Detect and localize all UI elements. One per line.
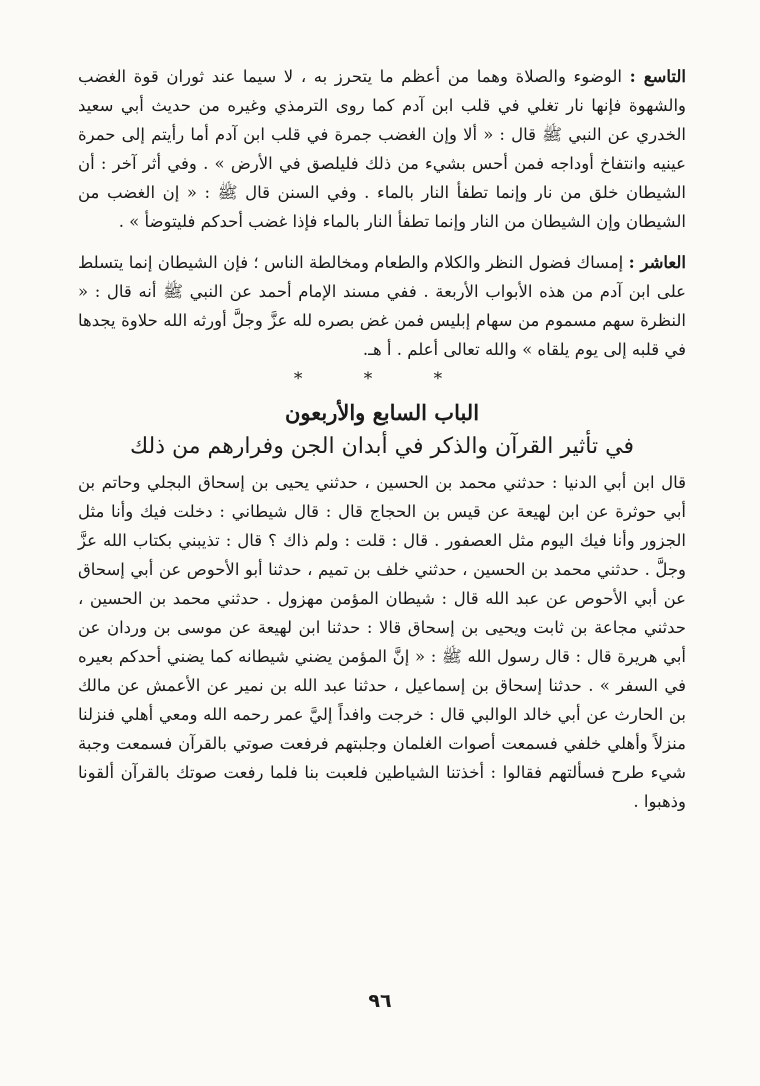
- paragraph-text: إمساك فضول النظر والكلام والطعام ومخالطة الناس ؛ فإن الشيطان إنما يتسلط على ابن آدم من هذه الأبواب الأربعة . ففي مسند الإمام أحمد عن النبي ﷺ أنه قال : « النظرة سهم مسموم من سهام إبليس فمن غض بصره لله عزَّ وجلَّ أورثه الله حلاوة يجدها في قلبه إلى يوم يلقاه » والله تعالى أعلم . أ هـ.: [78, 253, 686, 359]
- paragraph-lead: العاشر :: [628, 253, 686, 272]
- page-number: ٩٦: [368, 990, 392, 1012]
- paragraph-text: الوضوء والصلاة وهما من أعظم ما يتحرز به ، لا سيما عند ثوران قوة الغضب والشهوة فإنها نار تغلي في قلب ابن آدم كما روى الترمذي وغيره من حديث أبي سعيد الخدري عن النبي ﷺ قال : « ألا وإن الغضب جمرة في قلب ابن آدم أما رأيتم إلى حمرة عينيه وانتفاخ أوداجه فمن أحس بشيء من ذلك فليلصق في الأرض » . وفي أثر آخر : أن الشيطان خلق من نار وإنما تطفأ النار بالماء . وفي السنن قال ﷺ : « إن الغضب من الشيطان وإن الشيطان من النار وإنما تطفأ النار بالماء فإذا غضب أحدكم فليتوضأ » .: [78, 67, 686, 231]
- chapter-title: الباب السابع والأربعون: [284, 400, 480, 425]
- chapter-subtitle: في تأثير القرآن والذكر في أبدان الجن وفرارهم من ذلك: [130, 434, 634, 459]
- paragraph-gap: [78, 236, 686, 248]
- paragraph-lead: التاسع :: [629, 67, 686, 86]
- section-separator: * * *: [293, 369, 471, 389]
- book-page: [78, 62, 686, 1022]
- paragraph-ninth: [78, 62, 686, 236]
- chapter-body: قال ابن أبي الدنيا : حدثني محمد بن الحسين ، حدثني يحيى بن إسحاق البجلي وحاتم بن أبي حوثرة عن ابن لهيعة عن قيس بن الحجاج قال : قال شيطاني : دخلت فيك وأنا مثل الجزور وأنا فيك اليوم مثل العصفور . قال : قلت : ولم ذاك ؟ قال : تذيبني بكتاب الله عزَّ وجلَّ . حدثني محمد بن الحسين ، حدثني خلف بن تميم ، حدثنا أبو الأحوص عن أبي إسحاق عن أبي الأحوص عن عبد الله قال : شيطان المؤمن مهزول . حدثني محمد بن الحسين ، حدثني مجاعة بن ثابت ويحيى بن إسحاق قالا : حدثنا ابن لهيعة عن موسى بن وردان عن أبي هريرة قال : قال رسول الله ﷺ : « إنَّ المؤمن يضني شيطانه كما يضني أحدكم بعيره في السفر » . حدثنا إسحاق بن إسماعيل ، حدثنا عبد الله بن نمير عن الأعمش عن مالك بن الحارث عن أبي خالد الوالبي قال : خرجت وافداً إليَّ عمر رحمه الله ومعي أهلي فنزلنا منزلاً وأهلي خلفي فسمعت أصوات الغلمان وجلبتهم فرفعت صوتي بالقرآن فسمعت وجبة شيء طرح فسألتهم فقالوا : أخذتنا الشياطين فلعبت بنا فلما رفعت صوتك بالقرآن ألقونا وذهبوا .: [78, 473, 686, 811]
- paragraph-tenth: [78, 248, 686, 364]
